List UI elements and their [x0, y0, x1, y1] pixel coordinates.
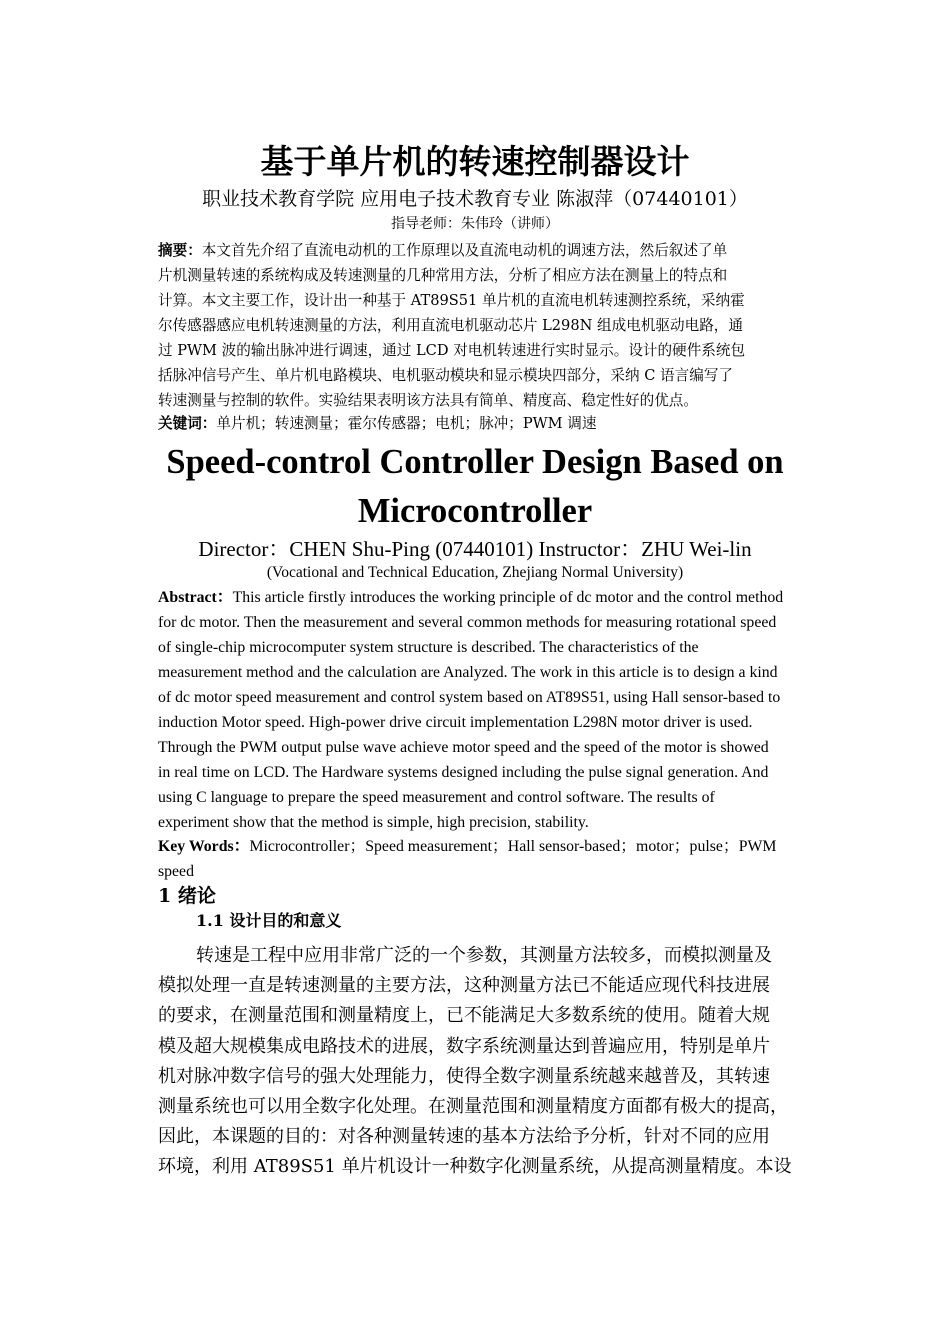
body-line: 机对脉冲数字信号的强大处理能力，使得全数字测量系统越来越普及，其转速 [158, 1065, 770, 1087]
body-line: 因此，本课题的目的：对各种测量转速的基本方法给予分析，针对不同的应用 [158, 1126, 770, 1148]
chinese-abstract-line: 转速测量与控制的软件。实验结果表明该方法具有简单、精度高、稳定性好的优点。 [158, 392, 698, 409]
english-abstract-line: Through the PWM output pulse wave achieve motor speed and the speed of the motor is showed [158, 739, 769, 756]
english-abstract-line: of single-chip microcomputer system structure is described. The characteristics of the [158, 639, 699, 656]
chinese-abstract-line: 过 PWM 波的输出脉冲进行调速，通过 LCD 对电机转速进行实时显示。设计的硬件系统包 [158, 342, 746, 359]
chinese-abstract-line: 尔传感器感应电机转速测量的方法，利用直流电机驱动芯片 L298N 组成电机驱动电路，通 [158, 317, 743, 334]
english-abstract-label: Abstract： [158, 589, 233, 606]
chinese-abstract-line: 计算。本文主要工作，设计出一种基于 AT89S51 单片机的直流电机转速测控系统，采纳霍 [158, 292, 745, 309]
english-keywords: Key Words：Microcontroller；Speed measurement；Hall sensor-based；motor；pulse；PWM speed [158, 838, 777, 880]
chinese-author-line: 职业技术教育学院 应用电子技术教育专业 陈淑萍（07440101） [202, 188, 748, 210]
chinese-title: 基于单片机的转速控制器设计 [260, 142, 690, 181]
chinese-abstract-line: 括脉冲信号产生、单片机电路模块、电机驱动模块和显示模块四部分，采纳 C 语言编写了 [158, 367, 734, 384]
chinese-abstract-line: 片机测量转速的系统构成及转速测量的几种常用方法，分析了相应方法在测量上的特点和 [158, 267, 728, 284]
body-line: 环境，利用 AT89S51 单片机设计一种数字化测量系统，从提高测量精度。本设 [158, 1156, 792, 1178]
section-1-1-heading: 1.1 设计目的和意义 [196, 911, 342, 930]
body-line: 的要求，在测量范围和测量精度上，已不能满足大多数系统的使用。随着大规 [158, 1005, 770, 1027]
english-abstract-line: using C language to prepare the speed measurement and control software. The results of [158, 789, 715, 806]
body-line: 模及超大规模集成电路技术的进展，数字系统测量达到普遍应用，特别是单片 [158, 1035, 770, 1057]
english-abstract-line: Abstract：This article firstly introduces the working principle of dc motor and the control method [158, 589, 784, 606]
english-author-line: Director：CHEN Shu-Ping (07440101) Instructor：ZHU Wei-lin [198, 537, 752, 561]
english-abstract-line: for dc motor. Then the measurement and several common methods for measuring rotational speed [158, 614, 777, 631]
english-abstract-line: measurement method and the calculation are Analyzed. The work in this article is to design a kind [158, 664, 778, 681]
chinese-abstract-line: 摘要：本文首先介绍了直流电动机的工作原理以及直流电动机的调速方法，然后叙述了单 [158, 242, 728, 259]
english-abstract-line: of dc motor speed measurement and control system based on AT89S51, using Hall sensor-based to [158, 689, 781, 706]
body-line: 转速是工程中应用非常广泛的一个参数，其测量方法较多，而模拟测量及 [196, 945, 772, 966]
english-abstract-line: induction Motor speed. High-power drive circuit implementation L298N motor driver is used. [158, 714, 753, 731]
english-abstract-line: experiment show that the method is simple, high precision, stability. [158, 814, 589, 831]
english-title: Speed-control Controller Design Based on Microcontroller [166, 443, 784, 530]
chinese-keywords-text: 单片机；转速测量；霍尔传感器；电机；脉冲；PWM 调速 [216, 415, 597, 432]
body-paragraph [158, 941, 825, 1183]
body-line: 测量系统也可以用全数字化处理。在测量范围和测量精度方面都有极大的提高， [158, 1096, 788, 1118]
english-abstract-line: in real time on LCD. The Hardware systems designed including the pulse signal generation. And [158, 764, 769, 781]
chinese-abstract [158, 238, 825, 413]
chinese-abstract-label: 摘要： [158, 242, 202, 259]
chinese-advisor-line: 指导老师：朱伟玲（讲师） [391, 216, 559, 232]
english-keywords-label: Key Words： [158, 838, 250, 855]
body-line: 模拟处理一直是转速测量的主要方法，这种测量方法已不能适应现代科技进展 [158, 975, 770, 997]
chinese-keywords-label: 关键词： [158, 415, 217, 432]
chinese-keywords [158, 411, 825, 436]
section-1-heading: 1 绪论 [158, 885, 216, 907]
english-abstract [158, 585, 825, 835]
english-affiliation: (Vocational and Technical Education, Zhejiang Normal University) [266, 564, 684, 581]
